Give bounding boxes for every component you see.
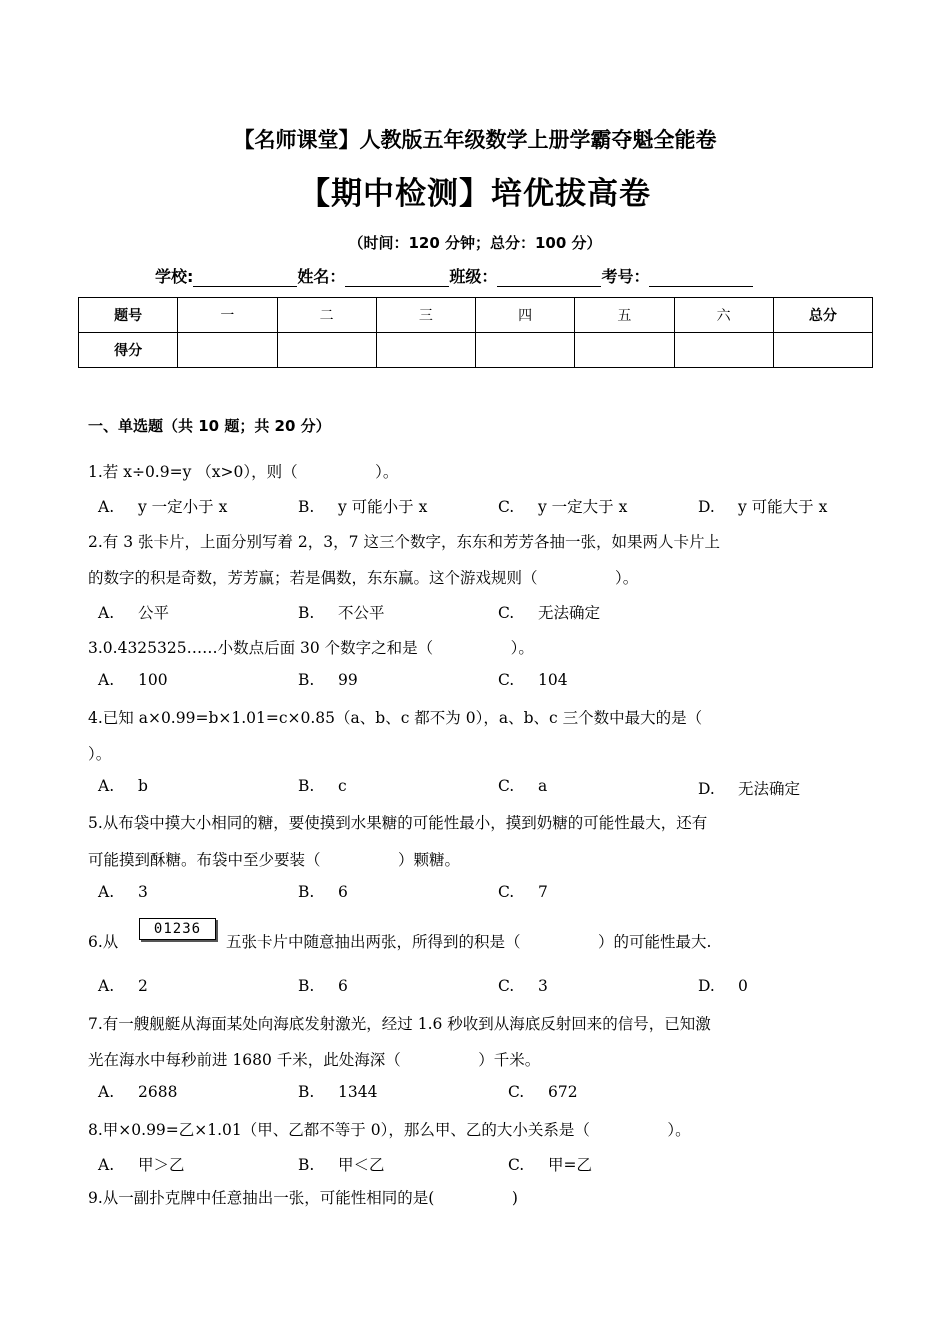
question-4-line-1: 4.已知 a×0.99=b×1.01=c×0.85（a、b、c 都不为 0），a、b、c 三个数中最大的是（: [88, 709, 703, 727]
option-letter: C.: [508, 1156, 525, 1174]
option-b[interactable]: [298, 777, 347, 795]
score-cell: 二: [277, 298, 376, 333]
option-letter: C.: [498, 671, 515, 689]
question-2-line-2: 的数字的积是奇数，芳芳赢；若是偶数，东东赢。这个游戏规则（ ）。: [88, 569, 639, 587]
option-text: 1344: [338, 1083, 378, 1101]
option-letter: B.: [298, 671, 315, 689]
option-c[interactable]: [508, 1083, 578, 1101]
option-letter: A.: [98, 671, 115, 689]
question-3: 3.0.4325325……小数点后面 30 个数字之和是（ ）。: [88, 639, 534, 657]
option-text: 100: [138, 671, 168, 689]
option-text: c: [338, 777, 347, 795]
option-c[interactable]: [498, 601, 600, 623]
school-label: 学校:: [155, 267, 194, 286]
score-entry-cell[interactable]: [674, 333, 773, 368]
exam-title: 【期中检测】培优拔高卷: [299, 176, 651, 212]
score-entry-cell[interactable]: [773, 333, 872, 368]
option-text: 甲＞乙: [138, 1156, 185, 1174]
option-a[interactable]: [98, 495, 227, 517]
option-text: y 一定小于 x: [138, 498, 228, 516]
option-letter: A.: [98, 1083, 115, 1101]
option-a[interactable]: [98, 1083, 177, 1101]
option-letter: C.: [498, 498, 515, 516]
score-cell: 得分: [79, 333, 178, 368]
option-c[interactable]: [498, 495, 627, 517]
option-a[interactable]: [98, 601, 169, 623]
option-c[interactable]: [498, 777, 547, 795]
score-cell: 四: [476, 298, 575, 333]
option-letter: D.: [698, 780, 715, 798]
option-letter: C.: [498, 977, 515, 995]
option-b[interactable]: [298, 1153, 385, 1175]
option-text: 2: [138, 977, 148, 995]
score-cell: 六: [674, 298, 773, 333]
question-4-line-2: ）。: [88, 745, 112, 763]
exam-series-title: 【名师课堂】人教版五年级数学上册学霸夺魁全能卷: [233, 128, 717, 152]
option-c[interactable]: [498, 883, 548, 901]
option-letter: A.: [98, 604, 115, 622]
question-5-line-2: 可能摸到酥糖。布袋中至少要装（ ）颗糖。: [88, 851, 461, 869]
option-text: 甲=乙: [548, 1156, 592, 1174]
name-label: 姓名：: [297, 267, 346, 286]
class-blank[interactable]: [497, 269, 601, 287]
option-text: a: [538, 777, 548, 795]
option-text: 公平: [138, 604, 170, 622]
option-c[interactable]: [498, 671, 568, 689]
option-letter: C.: [508, 1083, 525, 1101]
school-blank[interactable]: [193, 269, 297, 287]
option-a[interactable]: [98, 777, 148, 795]
question-6-prefix: 6.从: [88, 933, 119, 951]
option-text: 104: [538, 671, 568, 689]
option-c[interactable]: [508, 1153, 592, 1175]
option-text: y 一定大于 x: [538, 498, 628, 516]
option-text: 0: [738, 977, 748, 995]
score-entry-cell[interactable]: [575, 333, 674, 368]
number-cards-image: 01236: [139, 918, 216, 940]
score-cell: 五: [575, 298, 674, 333]
option-letter: A.: [98, 1156, 115, 1174]
option-d[interactable]: [698, 977, 748, 995]
question-1: 1.若 x÷0.9=y （x>0），则（ ）。: [88, 463, 399, 481]
option-letter: A.: [98, 777, 115, 795]
option-text: 6: [338, 977, 348, 995]
option-letter: D.: [698, 498, 715, 516]
option-letter: B.: [298, 604, 315, 622]
question-7-line-2: 光在海水中每秒前进 1680 千米，此处海深（ ）千米。: [88, 1051, 541, 1069]
option-letter: A.: [98, 883, 115, 901]
option-text: 7: [538, 883, 548, 901]
option-d[interactable]: [698, 777, 800, 799]
score-cell: 总分: [773, 298, 872, 333]
question-8: 8.甲×0.99=乙×1.01（甲、乙都不等于 0），那么甲、乙的大小关系是（ ）。: [88, 1121, 691, 1139]
student-info-fields: [155, 264, 753, 287]
score-table-header-row: [79, 298, 873, 333]
option-text: 甲＜乙: [338, 1156, 385, 1174]
name-blank[interactable]: [345, 269, 449, 287]
option-text: 2688: [138, 1083, 178, 1101]
option-letter: A.: [98, 498, 115, 516]
option-b[interactable]: [298, 1083, 377, 1101]
score-cell: 三: [376, 298, 475, 333]
option-d[interactable]: [698, 495, 827, 517]
score-table: [78, 297, 873, 368]
question-9: 9.从一副扑克牌中任意抽出一张，可能性相同的是( ): [88, 1189, 518, 1207]
question-2-line-1: 2.有 3 张卡片，上面分别写着 2，3，7 这三个数字，东东和芳芳各抽一张，如果两人卡片上: [88, 533, 720, 551]
option-a[interactable]: [98, 1153, 185, 1175]
option-letter: C.: [498, 604, 515, 622]
option-b[interactable]: [298, 601, 385, 623]
question-7-line-1: 7.有一艘舰艇从海面某处向海底发射激光，经过 1.6 秒收到从海底反射回来的信号，已知激: [88, 1015, 711, 1033]
score-entry-cell[interactable]: [476, 333, 575, 368]
section-heading: 一、单选题（共 10 题；共 20 分）: [88, 417, 331, 435]
class-label: 班级：: [449, 267, 498, 286]
question-5-line-1: 5.从布袋中摸大小相同的糖，要使摸到水果糖的可能性最小，摸到奶糖的可能性最大，还有: [88, 814, 708, 832]
option-text: 无法确定: [738, 780, 801, 798]
option-letter: B.: [298, 498, 315, 516]
option-b[interactable]: [298, 671, 358, 689]
option-letter: D.: [698, 977, 715, 995]
option-text: 不公平: [338, 604, 385, 622]
option-letter: C.: [498, 883, 515, 901]
score-entry-cell[interactable]: [376, 333, 475, 368]
score-table-score-row: [79, 333, 873, 368]
score-cell: 题号: [79, 298, 178, 333]
option-text: 99: [338, 671, 358, 689]
question-6-text: 五张卡片中随意抽出两张，所得到的积是（ ）的可能性最大.: [226, 933, 712, 951]
option-a[interactable]: [98, 977, 148, 995]
option-letter: B.: [298, 1156, 315, 1174]
option-a[interactable]: [98, 671, 168, 689]
option-b[interactable]: [298, 977, 348, 995]
score-entry-cell[interactable]: [178, 333, 277, 368]
option-b[interactable]: [298, 883, 348, 901]
option-text: 3: [538, 977, 548, 995]
option-letter: A.: [98, 977, 115, 995]
option-c[interactable]: [498, 977, 548, 995]
score-entry-cell[interactable]: [277, 333, 376, 368]
exam-number-blank[interactable]: [649, 269, 753, 287]
option-letter: B.: [298, 777, 315, 795]
option-text: y 可能小于 x: [338, 498, 428, 516]
option-a[interactable]: [98, 883, 148, 901]
option-text: 672: [548, 1083, 578, 1101]
time-and-score-info: （时间：120 分钟；总分：100 分）: [348, 234, 602, 252]
option-text: 3: [138, 883, 148, 901]
option-letter: B.: [298, 1083, 315, 1101]
option-b[interactable]: [298, 495, 427, 517]
option-letter: B.: [298, 883, 315, 901]
option-letter: B.: [298, 977, 315, 995]
score-cell: 一: [178, 298, 277, 333]
option-text: 6: [338, 883, 348, 901]
exam-number-label: 考号：: [601, 267, 650, 286]
option-text: y 可能大于 x: [738, 498, 828, 516]
option-text: b: [138, 777, 148, 795]
option-letter: C.: [498, 777, 515, 795]
option-text: 无法确定: [538, 604, 601, 622]
